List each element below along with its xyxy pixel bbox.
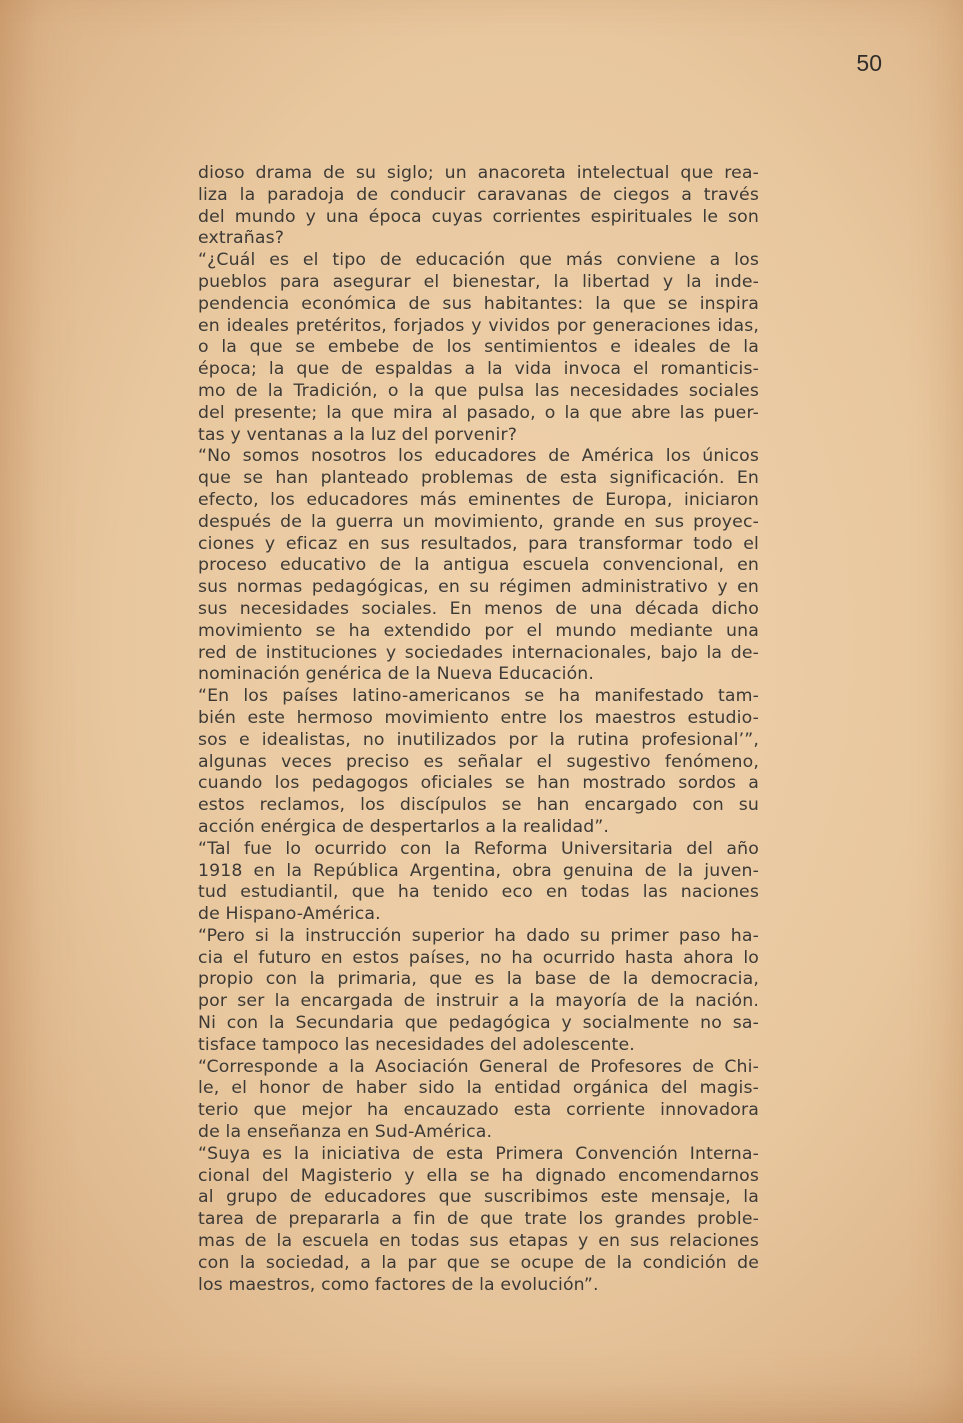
text-line: extrañas? (198, 228, 285, 249)
text-line: “Corresponde a la Asociación General de Profesores de Chi- (198, 1056, 759, 1077)
text-line: propio con la primaria, que es la base de la democracia, (198, 969, 759, 990)
text-line: mo de la Tradición, o la que pulsa las necesidades sociales (198, 380, 759, 401)
text-line: tisface tampoco las necesidades del adolescente. (198, 1034, 635, 1055)
text-line: “No somos nosotros los educadores de América los únicos (198, 446, 759, 467)
text-line: terio que mejor ha encauzado esta corriente innovadora (198, 1100, 759, 1121)
text-line: por ser la encargada de instruir a la mayoría de la nación. (198, 991, 759, 1012)
page-number: 50 (856, 50, 882, 76)
text-line: en ideales pretéritos, forjados y vividos por generaciones idas, (198, 315, 759, 336)
text-line: “Tal fue lo ocurrido con la Reforma Universitaria del año (198, 838, 759, 859)
text-line: sus normas pedagógicas, en su régimen administrativo y en (198, 577, 759, 598)
text-line: mas de la escuela en todas sus etapas y en sus relaciones (198, 1231, 759, 1252)
text-line: o la que se embebe de los sentimientos e ideales de la (198, 337, 759, 358)
text-line: del mundo y una época cuyas corrientes espirituales le son (198, 206, 759, 227)
text-line: efecto, los educadores más eminentes de Europa, iniciaron (198, 489, 759, 510)
text-line: le, el honor de haber sido la entidad orgánica del magis- (198, 1078, 759, 1099)
text-line: “¿Cuál es el tipo de educación que más conviene a los (198, 250, 759, 271)
text-line: los maestros, como factores de la evolución”. (198, 1274, 599, 1295)
text-line: sos e idealistas, no inutilizados por la rutina profesional’”, (198, 729, 759, 750)
text-line: después de la guerra un movimiento, grande en sus proyec- (198, 511, 759, 532)
text-line: tarea de prepararla a fin de que trate los grandes proble- (198, 1209, 759, 1230)
text-line: estos reclamos, los discípulos se han encargado con su (198, 795, 759, 816)
text-line: red de instituciones y sociedades internacionales, bajo la de- (198, 642, 759, 663)
body-text (198, 163, 759, 1296)
text-line: cional del Magisterio y ella se ha dignado encomendarnos (198, 1165, 759, 1186)
text-line: sus necesidades sociales. En menos de una década dicho (198, 598, 759, 619)
text-line: que se han planteado problemas de esta significación. En (198, 468, 759, 489)
text-line: pendencia económica de sus habitantes: la que se inspira (198, 293, 759, 314)
text-line: bién este hermoso movimiento entre los maestros estudio- (198, 707, 759, 728)
text-line: de Hispano-América. (198, 904, 381, 925)
text-line: del presente; la que mira al pasado, o la que abre las puer- (198, 402, 759, 423)
text-line: “Pero si la instrucción superior ha dado su primer paso ha- (198, 925, 759, 946)
text-line: pueblos para asegurar el bienestar, la libertad y la inde- (198, 271, 759, 292)
text-line: ciones y eficaz en sus resultados, para transformar todo el (198, 533, 759, 554)
text-line: nominación genérica de la Nueva Educación. (198, 664, 595, 685)
text-line: de la enseñanza en Sud-América. (198, 1122, 493, 1143)
text-line: con la sociedad, a la par que se ocupe de la condición de (198, 1252, 759, 1273)
text-line: cuando los pedagogos oficiales se han mostrado sordos a (198, 773, 759, 794)
text-line: “Suya es la iniciativa de esta Primera Convención Interna- (198, 1143, 759, 1164)
text-line: algunas veces preciso es señalar el sugestivo fenómeno, (198, 751, 759, 772)
text-line: liza la paradoja de conducir caravanas de ciegos a través (198, 184, 759, 205)
text-line: acción enérgica de despertarlos a la realidad”. (198, 816, 610, 837)
text-line: proceso educativo de la antigua escuela convencional, en (198, 555, 759, 576)
text-line: cia el futuro en estos países, no ha ocurrido hasta ahora lo (198, 947, 759, 968)
text-line: dioso drama de su siglo; un anacoreta intelectual que rea- (198, 163, 759, 183)
text-line: Ni con la Secundaria que pedagógica y socialmente no sa- (198, 1013, 759, 1034)
text-line: 1918 en la República Argentina, obra genuina de la juven- (198, 860, 759, 881)
text-line: época; la que de espaldas a la vida invoca el romanticis- (198, 359, 759, 380)
text-line: al grupo de educadores que suscribimos este mensaje, la (198, 1187, 759, 1208)
text-line: movimiento se ha extendido por el mundo mediante una (198, 620, 759, 641)
text-line: “En los países latino-americanos se ha manifestado tam- (198, 686, 759, 707)
text-line: tas y ventanas a la luz del porvenir? (198, 424, 518, 445)
text-line: tud estudiantil, que ha tenido eco en todas las naciones (198, 882, 759, 903)
